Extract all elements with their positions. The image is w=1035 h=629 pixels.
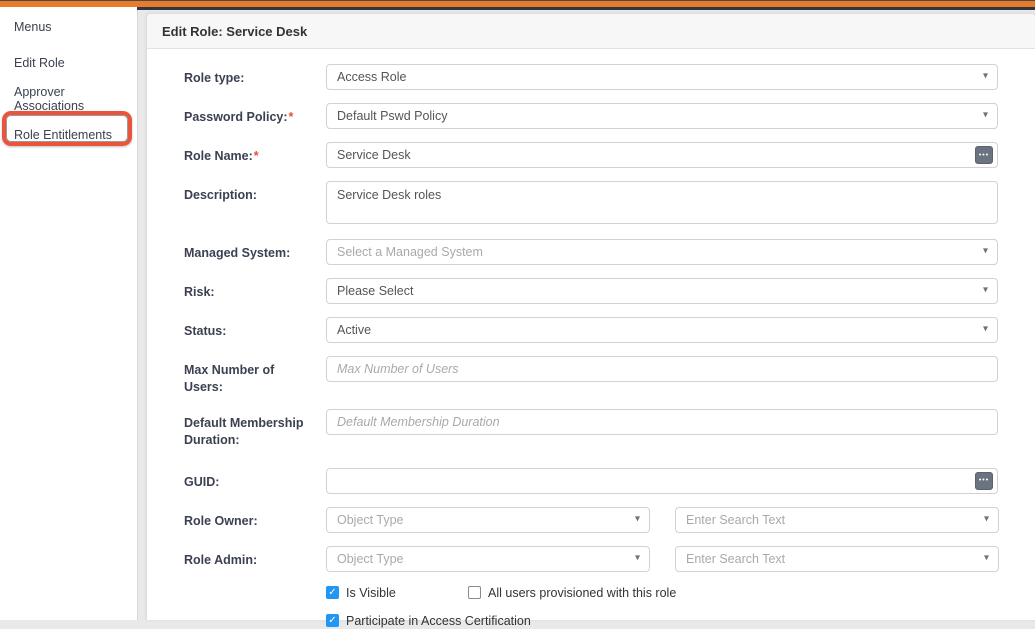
field-label: Role Owner: [184, 513, 258, 528]
chevron-down-icon: ▾ [634, 552, 640, 563]
checkbox-label: All users provisioned with this role [488, 585, 677, 600]
chevron-down-icon: ▾ [982, 323, 988, 335]
form-row-description [184, 181, 998, 224]
role-admin-search-select[interactable] [675, 546, 999, 572]
description-textarea[interactable] [326, 181, 998, 224]
risk-value: Please Select [337, 284, 414, 298]
sidebar-item-label: Edit Role [14, 56, 65, 70]
panel-header [147, 14, 1035, 49]
chevron-down-icon: ▾ [983, 513, 989, 524]
form-row-managed-system [184, 239, 998, 265]
field-label: Risk: [184, 285, 215, 299]
chevron-down-icon: ▾ [983, 552, 989, 563]
object-type-placeholder: Object Type [337, 512, 404, 527]
checkmark-icon: ✓ [328, 614, 337, 626]
edit-role-panel [146, 13, 1035, 628]
chevron-down-icon: ▾ [982, 70, 988, 82]
sidebar-item-label: Menus [14, 20, 52, 34]
checkbox-row-1 [326, 585, 998, 601]
checkbox-checked-icon [326, 586, 339, 599]
password-policy-value: Default Pswd Policy [337, 109, 448, 123]
sidebar-item-role-entitlements[interactable] [0, 117, 137, 153]
status-value: Active [337, 323, 372, 337]
sidebar-item-label: Role Entitlements [14, 128, 112, 142]
role-name-value: Service Desk [337, 148, 411, 162]
membership-duration-placeholder: Default Membership Duration [337, 414, 500, 429]
form-row-status [184, 317, 998, 343]
object-type-placeholder: Object Type [337, 551, 404, 566]
field-label: Max Number of Users: [184, 363, 275, 394]
chevron-down-icon: ▾ [982, 284, 988, 296]
role-owner-object-type-select[interactable] [326, 507, 650, 533]
form-row-role-name [184, 142, 998, 168]
search-text-placeholder: Enter Search Text [686, 551, 786, 566]
form-row-role-admin [184, 546, 998, 572]
required-asterisk: * [288, 110, 294, 124]
form-row-guid [184, 468, 998, 494]
checkbox-row-2 [326, 613, 998, 629]
max-users-placeholder: Max Number of Users [337, 362, 459, 376]
field-label: Description: [184, 188, 257, 202]
field-label: Role Name:* [184, 149, 259, 163]
field-label: Role type: [184, 71, 245, 85]
checkbox-is-visible[interactable] [326, 586, 468, 600]
field-label: Default Membership Duration: [184, 415, 304, 447]
ellipsis-button[interactable]: ••• [975, 472, 993, 490]
top-accent-bar [0, 1, 1035, 7]
sidebar [0, 7, 138, 620]
field-label: Managed System: [184, 246, 291, 260]
form-row-role-type [184, 64, 998, 90]
risk-select[interactable] [326, 278, 998, 304]
role-admin-object-type-select[interactable] [326, 546, 650, 572]
field-label: GUID: [184, 474, 220, 489]
form-row-max-users [184, 356, 998, 396]
sidebar-item-approver-associations[interactable] [0, 81, 137, 117]
managed-system-placeholder: Select a Managed System [337, 245, 483, 259]
search-text-placeholder: Enter Search Text [686, 512, 786, 527]
checkmark-icon: ✓ [328, 586, 337, 598]
role-type-select[interactable] [326, 64, 998, 90]
status-select[interactable] [326, 317, 998, 343]
sidebar-item-edit-role[interactable] [0, 45, 137, 81]
chevron-down-icon: ▾ [982, 245, 988, 257]
description-value: Service Desk roles [337, 188, 442, 202]
required-asterisk: * [253, 149, 259, 163]
max-users-input[interactable] [326, 356, 998, 382]
checkbox-all-users-provisioned[interactable] [468, 586, 676, 600]
managed-system-select[interactable] [326, 239, 998, 265]
form-row-password-policy [184, 103, 998, 129]
guid-input[interactable] [326, 468, 998, 494]
checkbox-unchecked-icon [468, 586, 481, 599]
role-type-value: Access Role [337, 70, 407, 84]
panel-top-dark-line [137, 7, 1035, 10]
form-row-risk [184, 278, 998, 304]
field-label: Role Admin: [184, 552, 258, 567]
chevron-down-icon: ▾ [634, 513, 640, 524]
checkbox-participate-access-certification[interactable] [326, 614, 531, 628]
checkbox-checked-icon [326, 614, 339, 627]
page-title: Edit Role: Service Desk [162, 23, 308, 39]
form-row-role-owner [184, 507, 998, 533]
role-owner-search-select[interactable] [675, 507, 999, 533]
field-label: Password Policy:* [184, 110, 294, 124]
ellipsis-button[interactable]: ••• [975, 146, 993, 164]
chevron-down-icon: ▾ [982, 109, 988, 121]
checkbox-label: Participate in Access Certification [346, 613, 531, 628]
edit-role-form [147, 49, 1035, 629]
sidebar-item-label: Approver Associations [14, 85, 85, 113]
form-row-membership-duration [184, 409, 998, 449]
membership-duration-input[interactable] [326, 409, 998, 435]
role-name-input[interactable] [326, 142, 998, 168]
checkbox-label: Is Visible [346, 585, 396, 600]
password-policy-select[interactable] [326, 103, 998, 129]
field-label: Status: [184, 324, 227, 338]
sidebar-item-menus[interactable] [0, 9, 137, 45]
